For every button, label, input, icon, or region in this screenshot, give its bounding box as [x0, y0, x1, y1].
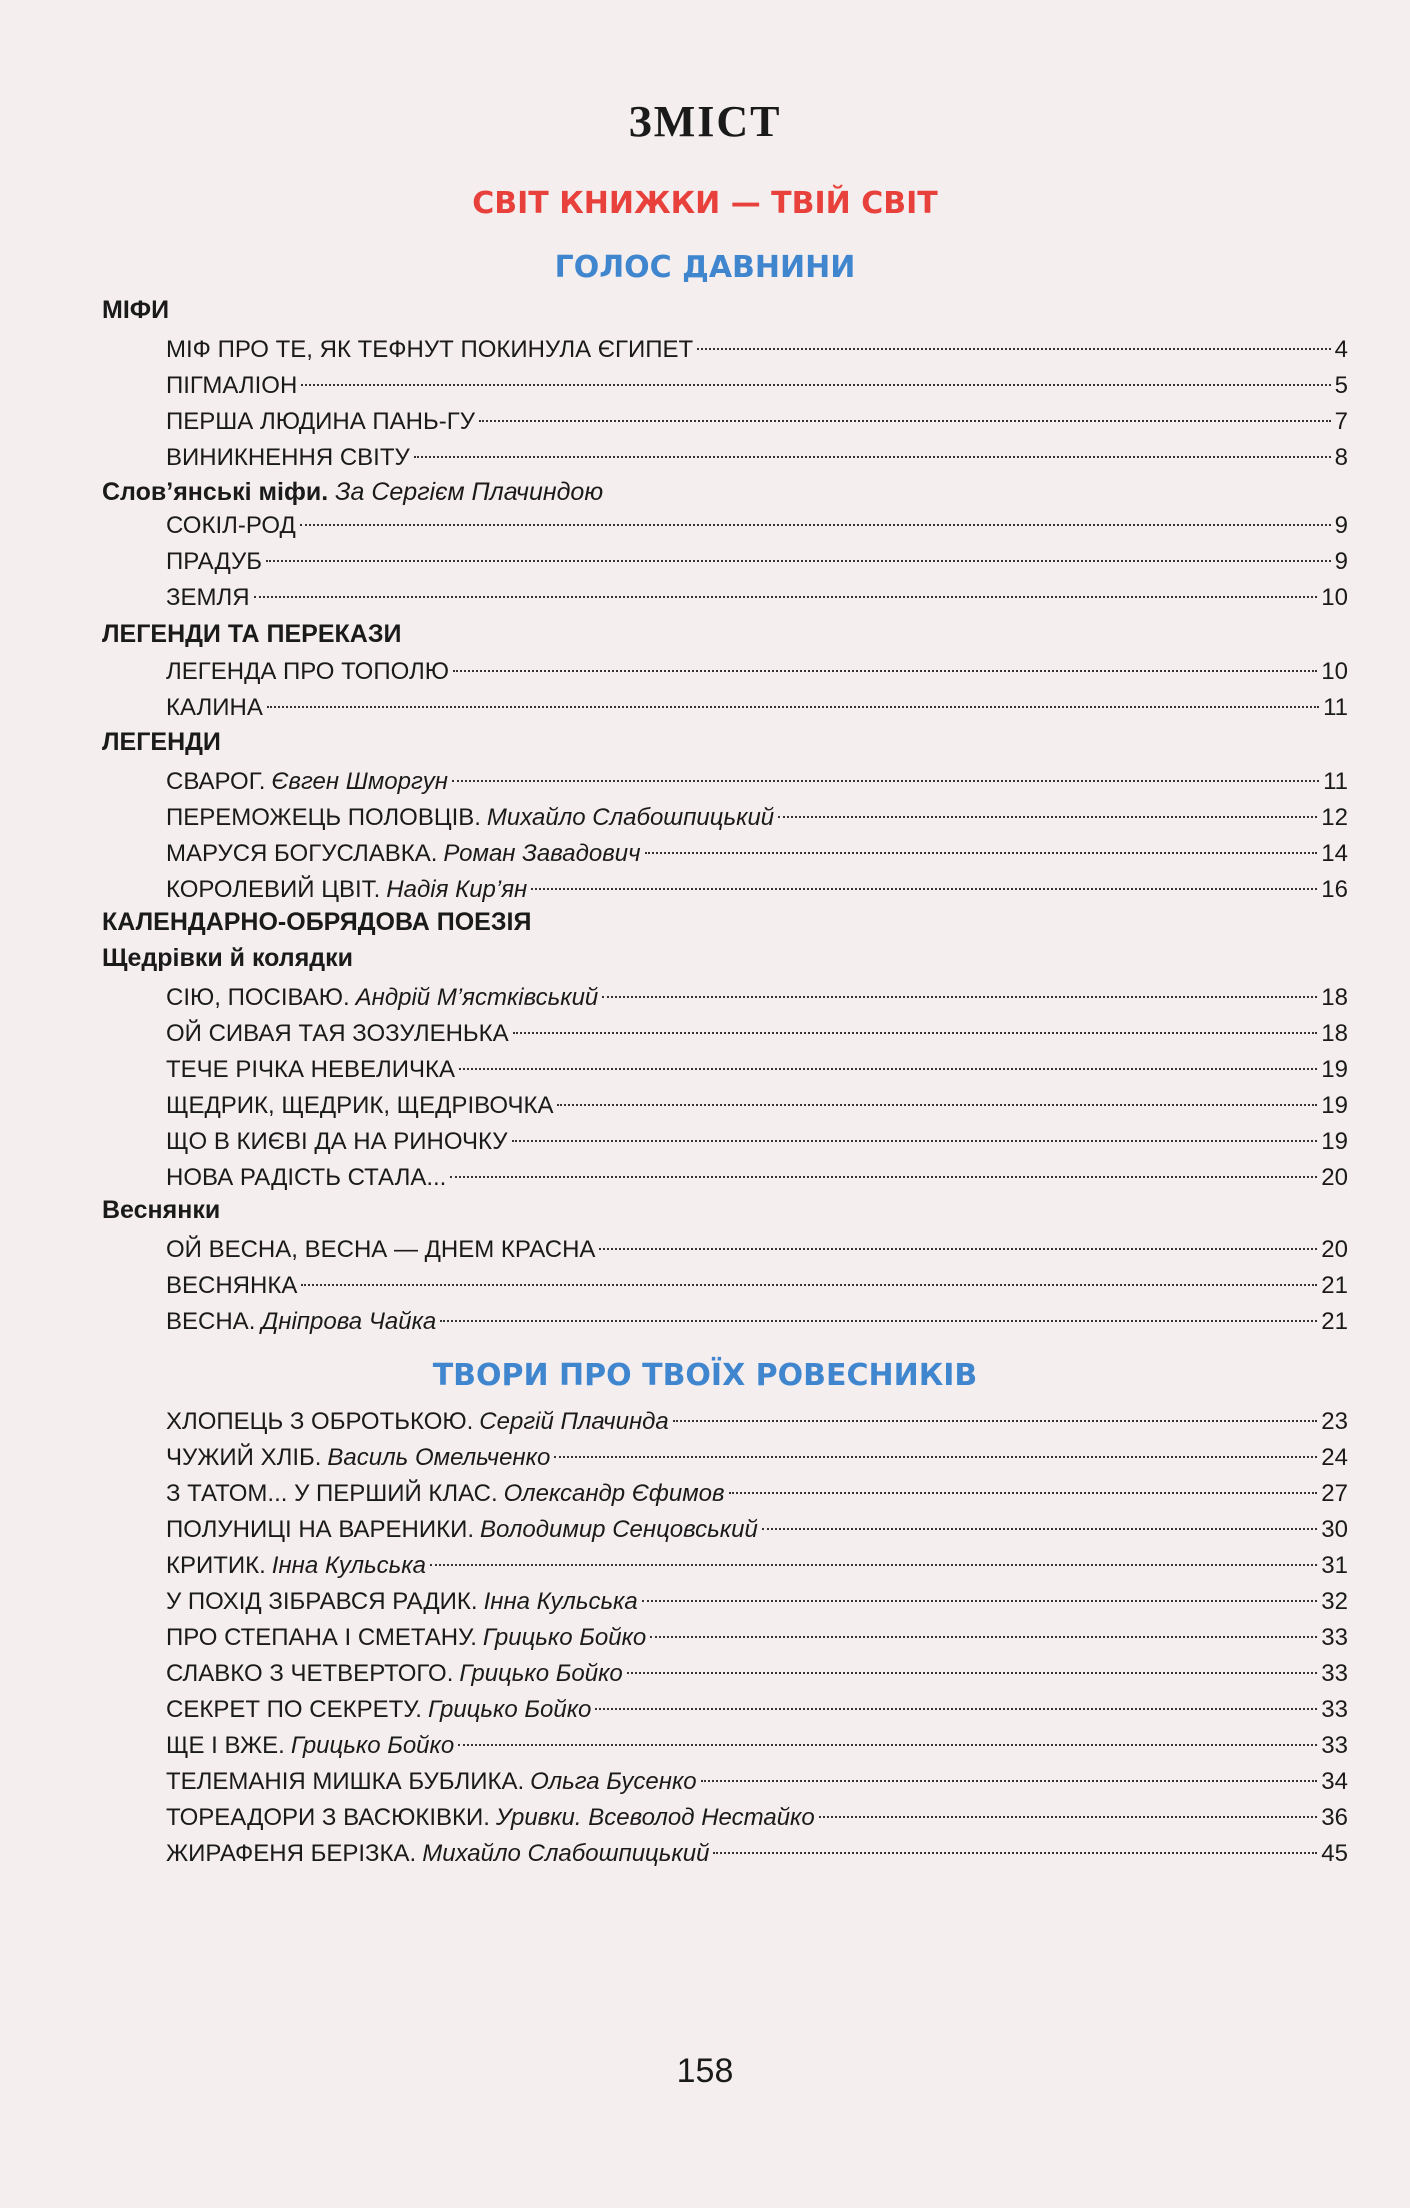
- entry-page: 33: [1321, 1624, 1348, 1651]
- toc-entry[interactable]: [166, 546, 1348, 578]
- dot-leader: [301, 1284, 1317, 1286]
- toc-entry[interactable]: [166, 510, 1348, 542]
- part-title: СВІТ КНИЖКИ — ТВІЙ СВІТ: [472, 186, 938, 221]
- entry-author: Михайло Слабошпицький: [422, 1840, 710, 1867]
- entry-page: 5: [1334, 372, 1348, 399]
- entry-page: 33: [1321, 1696, 1348, 1723]
- group-heading: Веснянки: [102, 1196, 221, 1224]
- entry-title: ОЙ СИВАЯ ТАЯ ЗОЗУЛЕНЬКА: [166, 1020, 509, 1047]
- dot-leader: [512, 1140, 1318, 1142]
- group-heading: ЛЕГЕНДИ ТА ПЕРЕКАЗИ: [102, 620, 402, 648]
- dot-leader: [729, 1492, 1318, 1494]
- entry-title: ПРАДУБ: [166, 548, 262, 575]
- toc-entry[interactable]: [166, 656, 1348, 688]
- toc-entry[interactable]: [166, 1054, 1348, 1086]
- group-heading-note: За Сергієм Плачиндою: [335, 478, 604, 506]
- entry-title: ПЕРША ЛЮДИНА ПАНЬ-ГУ: [166, 408, 475, 435]
- dot-leader: [513, 1032, 1318, 1034]
- toc-entry[interactable]: [166, 692, 1348, 724]
- entry-title: ЩО В КИЄВІ ДА НА РИНОЧКУ: [166, 1128, 508, 1155]
- entry-page: 10: [1321, 584, 1348, 611]
- toc-entry[interactable]: [166, 874, 1348, 906]
- toc-entry[interactable]: [166, 1162, 1348, 1194]
- entry-title: СІЮ, ПОСІВАЮ.: [166, 984, 350, 1011]
- dot-leader: [458, 1744, 1317, 1746]
- entry-page: 10: [1321, 658, 1348, 685]
- entry-author: Володимир Сенцовський: [480, 1516, 758, 1543]
- entry-page: 7: [1334, 408, 1348, 435]
- toc-entry[interactable]: [166, 1838, 1348, 1870]
- toc-entry[interactable]: [166, 1090, 1348, 1122]
- toc-entry[interactable]: [166, 1730, 1348, 1762]
- toc-entry[interactable]: [166, 1306, 1348, 1338]
- entry-page: 19: [1321, 1128, 1348, 1155]
- dot-leader: [627, 1672, 1318, 1674]
- dot-leader: [452, 780, 1319, 782]
- entry-author: Уривки. Всеволод Нестайко: [495, 1804, 815, 1831]
- entry-title: ЧУЖИЙ ХЛІБ.: [166, 1444, 322, 1471]
- entry-title: СВАРОГ.: [166, 768, 266, 795]
- entry-page: 32: [1321, 1588, 1348, 1615]
- entry-author: Олександр Єфимов: [503, 1480, 725, 1507]
- entry-title: У ПОХІД ЗІБРАВСЯ РАДИК.: [166, 1588, 478, 1615]
- entry-page: 27: [1321, 1480, 1348, 1507]
- dot-leader: [557, 1104, 1317, 1106]
- entry-page: 9: [1334, 548, 1348, 575]
- dot-leader: [595, 1708, 1317, 1710]
- toc-entry[interactable]: [166, 582, 1348, 614]
- entry-title: ОЙ ВЕСНА, ВЕСНА — ДНЕМ КРАСНА: [166, 1236, 596, 1263]
- toc-entry[interactable]: [166, 1270, 1348, 1302]
- entry-page: 16: [1321, 876, 1348, 903]
- dot-leader: [531, 888, 1317, 890]
- entry-page: 19: [1321, 1056, 1348, 1083]
- entry-author: Ольга Бусенко: [530, 1768, 697, 1795]
- entry-author: Грицько Бойко: [482, 1624, 647, 1651]
- entry-page: 14: [1321, 840, 1348, 867]
- entry-author: Євген Шморгун: [271, 768, 449, 795]
- dot-leader: [459, 1068, 1317, 1070]
- entry-page: 36: [1321, 1804, 1348, 1831]
- entry-page: 20: [1321, 1236, 1348, 1263]
- dot-leader: [642, 1600, 1318, 1602]
- entry-title: ТОРЕАДОРИ З ВАСЮКІВКИ.: [166, 1804, 490, 1831]
- toc-entry[interactable]: [166, 802, 1348, 834]
- dot-leader: [450, 1176, 1317, 1178]
- entry-author: Андрій М’ястківський: [355, 984, 599, 1011]
- dot-leader: [300, 524, 1331, 526]
- entry-author: Роман Завадович: [443, 840, 641, 867]
- entry-author: Грицько Бойко: [459, 1660, 623, 1687]
- dot-leader: [697, 348, 1330, 350]
- group-heading: МІФИ: [102, 296, 170, 324]
- entry-title: ВЕСНА.: [166, 1308, 256, 1335]
- entry-page: 21: [1321, 1272, 1348, 1299]
- entry-title: ВЕСНЯНКА: [166, 1272, 298, 1299]
- toc-entry[interactable]: [166, 1234, 1348, 1266]
- entry-author: Василь Омельченко: [327, 1444, 551, 1471]
- toc-entry[interactable]: [166, 1126, 1348, 1158]
- entry-title: СОКІЛ-РОД: [166, 512, 296, 539]
- entry-title: ПІГМАЛІОН: [166, 372, 298, 399]
- dot-leader: [762, 1528, 1318, 1530]
- entry-title: КОРОЛЕВИЙ ЦВІТ.: [166, 876, 381, 903]
- group-heading: Щедрівки й колядки: [102, 944, 354, 972]
- toc-entry[interactable]: [166, 1694, 1348, 1726]
- entry-title: ПОЛУНИЦІ НА ВАРЕНИКИ.: [166, 1516, 475, 1543]
- entry-title: ХЛОПЕЦЬ З ОБРОТЬКОЮ.: [166, 1408, 474, 1435]
- entry-page: 21: [1321, 1308, 1348, 1335]
- toc-entry[interactable]: [166, 1478, 1348, 1510]
- entry-page: 30: [1321, 1516, 1348, 1543]
- entry-page: 18: [1321, 1020, 1348, 1047]
- dot-leader: [267, 706, 1319, 708]
- entry-title: СЛАВКО З ЧЕТВЕРТОГО.: [166, 1660, 454, 1687]
- toc-entry[interactable]: [166, 1586, 1348, 1618]
- entry-title: ЖИРАФЕНЯ БЕРІЗКА.: [166, 1840, 417, 1867]
- entry-page: 34: [1321, 1768, 1348, 1795]
- toc-entry[interactable]: [166, 1802, 1348, 1834]
- dot-leader: [301, 384, 1330, 386]
- entry-author: Грицько Бойко: [427, 1696, 592, 1723]
- dot-leader: [645, 852, 1318, 854]
- entry-page: 33: [1321, 1732, 1348, 1759]
- page-title: ЗМІСТ: [628, 97, 782, 146]
- dot-leader: [266, 560, 1331, 562]
- entry-page: 12: [1321, 804, 1348, 831]
- entry-title: МАРУСЯ БОГУСЛАВКА.: [166, 840, 438, 867]
- section-title: ТВОРИ ПРО ТВОЇХ РОВЕСНИКІВ: [432, 1358, 978, 1393]
- entry-title: ЩЕ І ВЖЕ.: [166, 1732, 285, 1759]
- toc-entry[interactable]: [166, 1406, 1348, 1438]
- entry-author: Михайло Слабошпицький: [486, 804, 775, 831]
- toc-entry[interactable]: [166, 406, 1348, 438]
- dot-leader: [554, 1456, 1317, 1458]
- dot-leader: [453, 670, 1317, 672]
- section-title: ГОЛОС ДАВНИНИ: [554, 250, 856, 285]
- toc-entry[interactable]: [166, 766, 1348, 798]
- toc-entry[interactable]: [166, 1622, 1348, 1654]
- dot-leader: [440, 1320, 1317, 1322]
- toc-entry[interactable]: [166, 1018, 1348, 1050]
- toc-entry[interactable]: [166, 442, 1348, 474]
- toc-entry[interactable]: [166, 1550, 1348, 1582]
- entry-author: Інна Кульська: [271, 1552, 426, 1579]
- entry-title: ЛЕГЕНДА ПРО ТОПОЛЮ: [166, 658, 449, 685]
- entry-title: З ТАТОМ... У ПЕРШИЙ КЛАС.: [166, 1480, 498, 1507]
- entry-page: 20: [1321, 1164, 1348, 1191]
- group-heading: КАЛЕНДАРНО-ОБРЯДОВА ПОЕЗІЯ: [102, 908, 532, 936]
- entry-page: 11: [1323, 694, 1348, 721]
- dot-leader: [414, 456, 1331, 458]
- entry-author: Грицько Бойко: [290, 1732, 455, 1759]
- dot-leader: [673, 1420, 1318, 1422]
- entry-title: ВИНИКНЕННЯ СВІТУ: [166, 444, 410, 471]
- entry-title: МІФ ПРО ТЕ, ЯК ТЕФНУТ ПОКИНУЛА ЄГИПЕТ: [166, 336, 694, 363]
- entry-page: 45: [1321, 1840, 1348, 1867]
- dot-leader: [430, 1564, 1317, 1566]
- entry-title: ЩЕДРИК, ЩЕДРИК, ЩЕДРІВОЧКА: [166, 1092, 554, 1119]
- entry-title: ТЕЧЕ РІЧКА НЕВЕЛИЧКА: [166, 1056, 456, 1083]
- toc-entry[interactable]: [166, 982, 1348, 1014]
- entry-title: КРИТИК.: [166, 1552, 266, 1579]
- toc-entry[interactable]: [166, 1442, 1348, 1474]
- entry-title: ПРО СТЕПАНА І СМЕТАНУ.: [166, 1624, 477, 1651]
- toc-entry[interactable]: [166, 370, 1348, 402]
- entry-author: Інна Кульська: [483, 1588, 638, 1615]
- entry-page: 11: [1323, 768, 1348, 795]
- dot-leader: [254, 596, 1318, 598]
- entry-author: Дніпрова Чайка: [261, 1308, 437, 1335]
- group-heading: [102, 478, 603, 507]
- entry-page: 19: [1321, 1092, 1348, 1119]
- toc-entry[interactable]: [166, 838, 1348, 870]
- entry-title: НОВА РАДІСТЬ СТАЛА...: [166, 1164, 447, 1191]
- toc-entry[interactable]: [166, 1658, 1348, 1690]
- entry-page: 24: [1321, 1444, 1348, 1471]
- entry-author: Надія Кир’ян: [386, 876, 528, 903]
- dot-leader: [819, 1816, 1318, 1818]
- dot-leader: [599, 1248, 1317, 1250]
- toc-entry[interactable]: [166, 1514, 1348, 1546]
- dot-leader: [701, 1780, 1318, 1782]
- entry-page: 33: [1321, 1660, 1348, 1687]
- entry-page: 23: [1321, 1408, 1348, 1435]
- entry-page: 18: [1321, 984, 1348, 1011]
- dot-leader: [713, 1852, 1317, 1854]
- entry-title: ПЕРЕМОЖЕЦЬ ПОЛОВЦІВ.: [166, 804, 481, 831]
- entry-title: КАЛИНА: [166, 694, 263, 721]
- entry-author: Сергій Плачинда: [479, 1408, 669, 1435]
- group-heading: ЛЕГЕНДИ: [102, 728, 221, 756]
- entry-title: ТЕЛЕМАНІЯ МИШКА БУБЛИКА.: [166, 1768, 525, 1795]
- dot-leader: [650, 1636, 1317, 1638]
- group-heading-text: Слов’янські міфи.: [102, 478, 329, 506]
- toc-entry[interactable]: [166, 1766, 1348, 1798]
- entry-page: 31: [1321, 1552, 1348, 1579]
- dot-leader: [778, 816, 1317, 818]
- entry-page: 8: [1334, 444, 1348, 471]
- dot-leader: [479, 420, 1331, 422]
- entry-page: 9: [1334, 512, 1348, 539]
- page-number: 158: [676, 2052, 734, 2090]
- entry-title: СЕКРЕТ ПО СЕКРЕТУ.: [166, 1696, 422, 1723]
- entry-page: 4: [1334, 336, 1348, 363]
- entry-title: ЗЕМЛЯ: [166, 584, 250, 611]
- toc-entry[interactable]: [166, 334, 1348, 366]
- dot-leader: [602, 996, 1317, 998]
